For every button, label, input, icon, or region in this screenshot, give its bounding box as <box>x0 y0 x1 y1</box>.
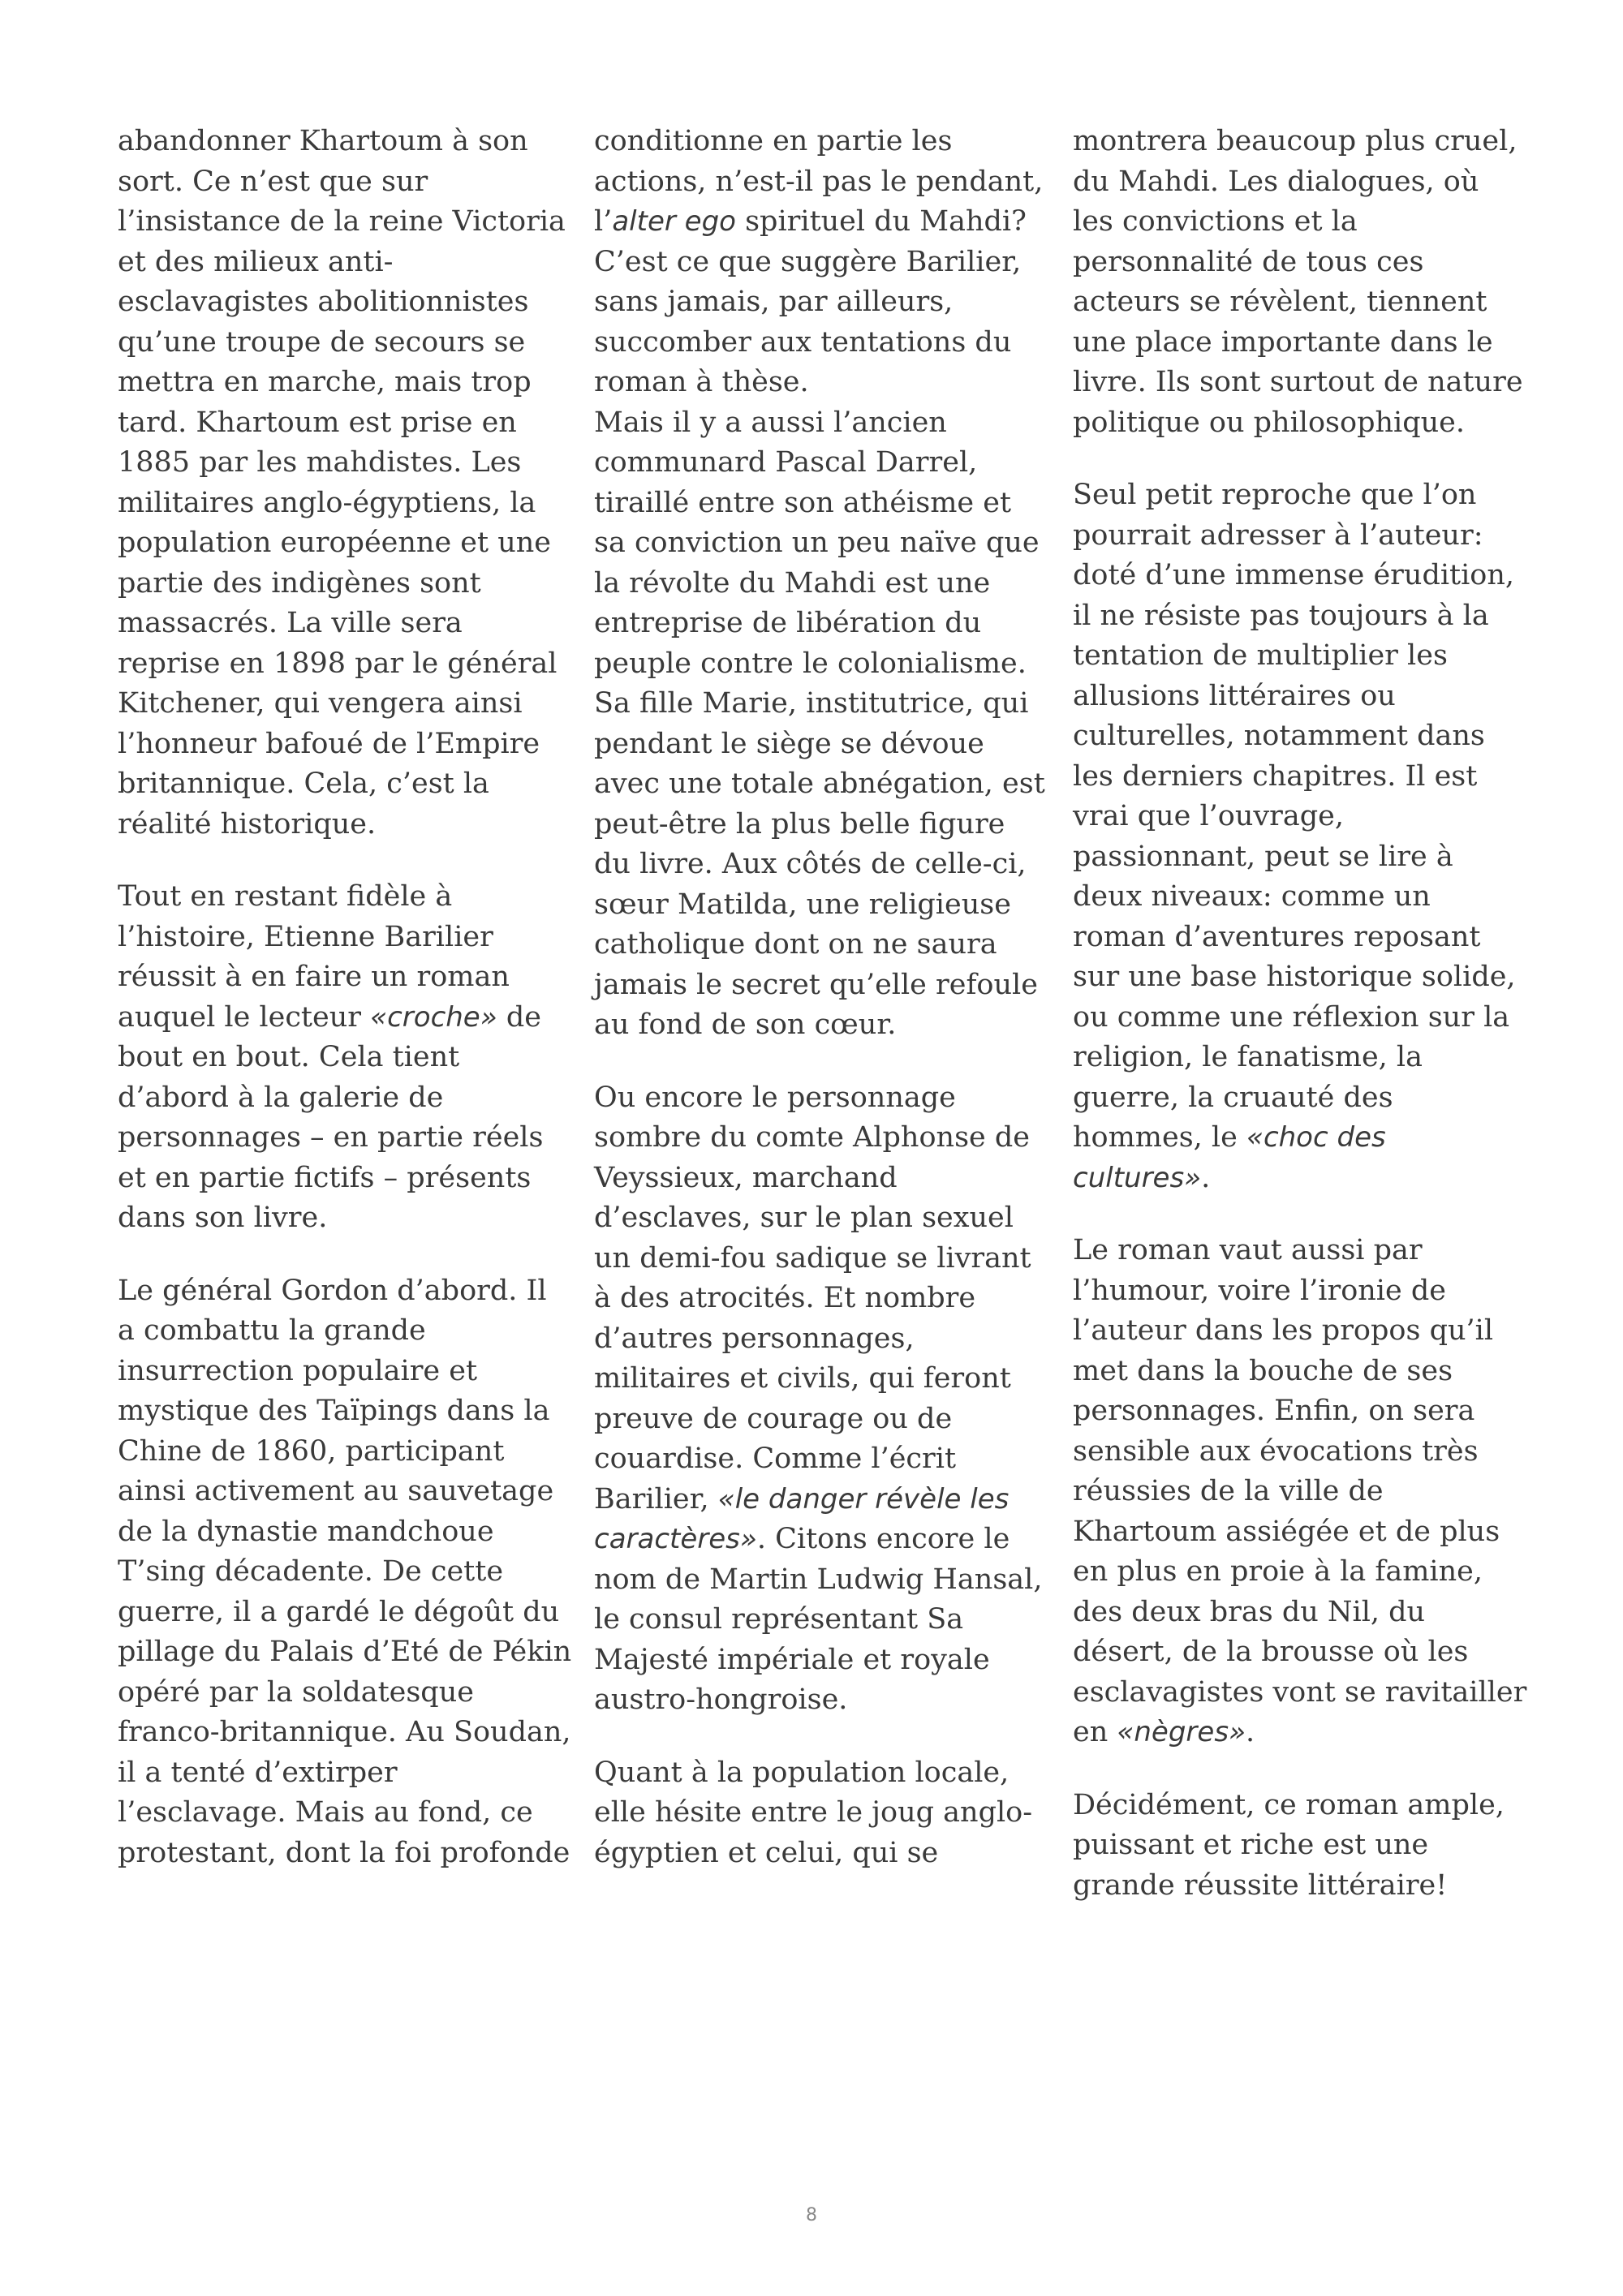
text-column-1 <box>118 122 572 1906</box>
paragraph <box>118 877 572 1239</box>
italic-quote: «nègres» <box>1117 1716 1246 1748</box>
paragraph <box>1073 122 1527 443</box>
text-span: Le roman vaut aussi par l’humour, voire l’ironie de l’auteur dans les propos qu’il met dans la bouche de ses personnages. Enfin, on sera sensible aux évocations très réussies de la ville de Khartoum assiégée et de plus en plus en proie à la famine, des deux bras du Nil, du désert, de la brousse où les esclavagistes vont se ravitailler en <box>1073 1234 1527 1748</box>
paragraph <box>1073 1786 1527 1907</box>
text-span: Ou encore le personnage sombre du comte Alphonse de Veyssieux, marchand d’esclaves, sur le plan sexuel un demi-fou sadique se livrant à des atrocités. Et nombre d’autres personnages, militaires et civils, qui feront preuve de courage ou de couardise. Comme l’écrit Barilier, <box>594 1081 1031 1516</box>
text-span: Tout en restant fidèle à l’histoire, Etienne Barilier réussit à en faire un roman auquel le lecteur <box>118 880 510 1034</box>
text-column-2 <box>594 122 1048 1906</box>
italic-quote: «le danger révèle les caractères» <box>594 1482 1010 1555</box>
paragraph <box>594 403 1048 1046</box>
paragraph <box>594 1078 1048 1721</box>
text-span: Décidément, ce roman ample, puissant et riche est une grande réussite littéraire! <box>1073 1788 1505 1902</box>
italic-quote: «choc des cultures» <box>1073 1121 1386 1194</box>
text-span: Seul petit reproche que l’on pourrait adresser à l’auteur: doté d’une immense érudition, il ne résiste pas toujours à la tentation de multiplier les allusions littéraires ou culturelles, notamment dans les derniers chapitres. Il est vrai que l’ouvrage, passionnant, peut se lire à deux niveaux: comme un roman d’aventures reposant sur une base historique solide, ou comme une réflexion sur la religion, le fanatisme, la guerre, la cruauté des hommes, le <box>1073 479 1516 1154</box>
text-span: . <box>1201 1161 1211 1194</box>
paragraph <box>1073 1231 1527 1753</box>
italic-quote: «croche» <box>370 1000 497 1034</box>
text-span: Le général Gordon d’abord. Il a combattu la grande insurrection populaire et mystique des Taïpings dans la Chine de 1860, participant ainsi activement au sauvetage de la dynastie mandchoue T’sing décadente. De cette guerre, il a gardé le dégoût du pillage du Palais d’Eté de Pékin opéré par la soldatesque franco-britannique. Au Soudan, il a tenté d’extirper l’esclavage. Mais au fond, ce protestant, dont la foi profonde <box>118 1274 572 1869</box>
text-column-3 <box>1073 122 1527 1938</box>
text-span: abandonner Khartoum à son sort. Ce n’est que sur l’insistance de la reine Victoria et des milieux anti-esclavagistes abolitionnistes qu’une troupe de secours se mettra en marche, mais trop tard. Khartoum est prise en 1885 par les mahdistes. Les militaires anglo-égyptiens, la population européenne et une partie des indigènes sont massacrés. La ville sera reprise en 1898 par le général Kitchener, qui vengera ainsi l’honneur bafoué de l’Empire britannique. Cela, c’est la réalité historique. <box>118 125 566 841</box>
text-span: Quant à la population locale, elle hésite entre le joug anglo-égyptien et celui, qui se <box>594 1756 1033 1869</box>
text-span: . Citons encore le nom de Martin Ludwig Hansal, le consul représentant Sa Majesté impériale et royale austro-hongroise. <box>594 1523 1043 1716</box>
page-number: 8 <box>806 2205 817 2225</box>
text-span: . <box>1246 1716 1255 1748</box>
text-span: de bout en bout. Cela tient d’abord à la galerie de personnages – en partie réels et en partie fictifs – présents dans son livre. <box>118 1000 544 1234</box>
text-span: Mais il y a aussi l’ancien communard Pascal Darrel, tiraillé entre son athéisme et sa conviction un peu naïve que la révolte du Mahdi est une entreprise de libération du peuple contre le colonialisme. Sa fille Marie, institutrice, qui pendant le siège se dévoue avec une totale abnégation, est peut-être la plus belle figure du livre. Aux côtés de celle-ci, sœur Matilda, une religieuse catholique dont on ne saura jamais le secret qu’elle refoule au fond de son cœur. <box>594 406 1045 1041</box>
text-span: spirituel du Mahdi? C’est ce que suggère Barilier, sans jamais, par ailleurs, succomber aux tentations du roman à thèse. <box>594 205 1027 398</box>
paragraph <box>594 122 1048 403</box>
text-span: conditionne en partie les actions, n’est-il pas le pendant, l’ <box>594 125 1044 238</box>
paragraph <box>118 1271 572 1874</box>
paragraph <box>594 1753 1048 1874</box>
paragraph <box>1073 475 1527 1198</box>
text-span: montrera beaucoup plus cruel, du Mahdi. Les dialogues, où les convictions et la personnalité de tous ces acteurs se révèlent, tiennent une place importante dans le livre. Ils sont surtout de nature politique ou philosophique. <box>1073 125 1523 439</box>
paragraph <box>118 122 572 845</box>
italic-term: alter ego <box>612 205 736 238</box>
